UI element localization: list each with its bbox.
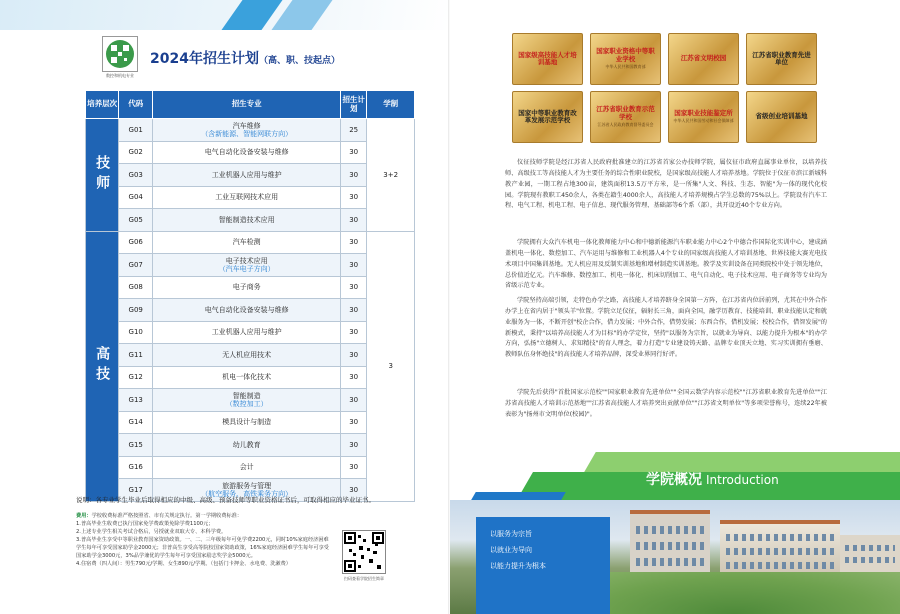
- cell-code: G17: [119, 479, 153, 502]
- award-issuer: 江苏省人民政府教育督导委员会: [597, 122, 654, 128]
- cell-major: [153, 209, 341, 232]
- motto-panel: [476, 517, 610, 614]
- cell-code: G02: [119, 141, 153, 164]
- qr2-caption: 扫码查看学院招生简章: [344, 576, 384, 581]
- award-title: 国家中等职业教育改革发展示范学校: [518, 108, 577, 124]
- qr-code-2: [342, 530, 386, 574]
- cell-major: [153, 119, 341, 142]
- fee-notes: 费用：学校收费标准严格按照省、市有关规定执行。第一学期收费标准： 1.普高毕业生收费已执行国家免学费政策免除学费1100元； 2.上述专业学生相关考试合格后，另授就业双取大专、本科学费。 3.普高毕业生享受中等职业教育国家资助政策。一、二、三年级每年可免学费2200元，同时10%家庭经济困难学生每年可享受国家助学金2000元；非普高生享受高等院校国家资助政策，16%家庭经济困难学生每年可享受国家助学金3000元，3%品学兼优的学生每年可享受国家励志奖学金5000元。 4.住宿费（四人间）：男生790元/学期、女生890元/学期。（包括门卡押金、水电费、洗漱费）: [76, 513, 329, 568]
- cell-major: [153, 231, 341, 254]
- cell-code: G05: [119, 209, 153, 232]
- cell-major: [153, 321, 341, 344]
- award-title: 江苏省文明校园: [680, 54, 727, 63]
- major-direction: （汽车电子方向）: [218, 264, 275, 273]
- table-row: [86, 389, 415, 412]
- cell-major: [153, 456, 341, 479]
- cell-duration: 3+2: [367, 119, 415, 232]
- cell-plan: 30: [341, 366, 367, 389]
- table-row: [86, 276, 415, 299]
- table-row: [86, 456, 415, 479]
- cell-code: G11: [119, 344, 153, 367]
- major-name: 机电一体化技术: [222, 373, 272, 382]
- cell-plan: 30: [341, 209, 367, 232]
- major-direction: （含新能源、智能网联方向）: [201, 129, 293, 138]
- cell-major: [153, 366, 341, 389]
- group-technician: 技师: [86, 119, 119, 232]
- table-row: [86, 209, 415, 232]
- major-name: 电子技术应用: [225, 256, 268, 265]
- header-code: 代码: [119, 91, 153, 119]
- group-senior: 高技: [86, 231, 119, 501]
- cell-plan: 30: [341, 186, 367, 209]
- cell-code: G13: [119, 389, 153, 412]
- major-name: 电气自动化设备安装与维修: [204, 305, 289, 314]
- cell-plan: 25: [341, 119, 367, 142]
- cell-code: G07: [119, 254, 153, 277]
- award-plaque: [668, 91, 739, 143]
- table-row: [86, 119, 415, 142]
- major-name: 无人机应用技术: [222, 350, 272, 359]
- intro-paragraph-1: 仪征技师学院是经江苏省人民政府批准建立的江苏省首家公办技师学院，属仪征市政府直属事业单位，以培养技师、高级技工等高技能人才为主要任务的综合性职业院校，是国家级高技能人才培养基地。学院位于仪征市滨江新城科教产业园，一期工程占地300亩，建筑面积13.5万平方米，是一所集"人文、科技、生态、智能"为一体的现代化校园。学院现有教职工450余人，各类在籍生4000余人，高技能人才培养规模占学生总数的75%以上。学院设有汽车工程、电气工程、机电工程、电子信息、现代服务管理、基础部等6个系（部），共开设近40个专业方向。: [505, 159, 827, 210]
- major-name: 幼儿教育: [232, 440, 261, 449]
- award-plaque: [746, 33, 817, 85]
- award-plaque: [512, 91, 583, 143]
- cell-plan: 30: [341, 254, 367, 277]
- table-row: [86, 411, 415, 434]
- major-name: 工业互联网技术应用: [215, 193, 279, 202]
- award-plaque: [512, 33, 583, 85]
- header-band: [0, 0, 450, 30]
- header-major: 招生专业: [153, 91, 341, 119]
- cell-code: G12: [119, 366, 153, 389]
- award-plaques: [512, 33, 817, 143]
- page-title: 2024年招生计划（高、职、技起点）: [150, 51, 340, 67]
- section-title-en: Introduction: [706, 473, 779, 487]
- cell-plan: 30: [341, 411, 367, 434]
- cell-code: G10: [119, 321, 153, 344]
- cell-code: G16: [119, 456, 153, 479]
- intro-paragraph-2: 学院拥有大众汽车机电一体化教师能力中心和中德新能源汽车职业能力中心2个中德合作国际化实训中心，建成涵盖机电一体化、数控加工、汽车运用与维修和工业机器人4个专业的国家级高技能人才培训基地、世界技能大赛光电技术项目中国集训基地。无人机应用及反制实训基地和增材制造实训基地。教学及实训设备在同类院校中处于领先地位，总价值近亿元。汽车维修、数控加工、机电一体化、机床切削加工、电气自动化、电子技术应用、电子商务等专业均为省级示范专业。: [505, 239, 827, 290]
- cell-code: G06: [119, 231, 153, 254]
- motto-3: 以能力提升为根本: [490, 562, 546, 570]
- award-plaque: [746, 91, 817, 143]
- major-name: 工业机器人应用与维护: [211, 328, 282, 337]
- cell-plan: 30: [341, 141, 367, 164]
- table-row: [86, 366, 415, 389]
- cell-plan: 30: [341, 276, 367, 299]
- cell-plan: 30: [341, 299, 367, 322]
- cell-plan: 30: [341, 321, 367, 344]
- award-issuer: 中华人民共和国教育部: [605, 64, 646, 70]
- qr-code: [102, 36, 138, 72]
- award-title: 国家级高技能人才培训基地: [518, 50, 577, 66]
- cell-plan: 30: [341, 479, 367, 502]
- award-issuer: 中华人民共和国劳动和社会保障部: [673, 118, 734, 124]
- cell-plan: 30: [341, 164, 367, 187]
- major-direction: （数控加工）: [225, 399, 268, 408]
- major-name: 电子商务: [232, 283, 261, 292]
- header-level: 培养层次: [86, 91, 119, 119]
- cell-code: G04: [119, 186, 153, 209]
- table-row: [86, 321, 415, 344]
- table-note: 说明：各专业学生毕业后取得相应的中级、高级、预备技师等职业资格证书后，可取得相应的毕业证书。: [76, 496, 375, 504]
- cell-plan: 30: [341, 434, 367, 457]
- table-row: [86, 186, 415, 209]
- table-row: [86, 434, 415, 457]
- table-row: [86, 344, 415, 367]
- cell-plan: 30: [341, 389, 367, 412]
- cell-code: G14: [119, 411, 153, 434]
- major-name: 汽车检测: [232, 238, 261, 247]
- motto-2: 以就业为导向: [490, 546, 532, 554]
- cell-code: G03: [119, 164, 153, 187]
- fee-label: 费用：: [76, 513, 92, 519]
- award-plaque: [590, 91, 661, 143]
- cell-major: [153, 389, 341, 412]
- cell-major: [153, 186, 341, 209]
- award-title: 国家职业资格中等职业学校 中华人民共和国教育部: [594, 48, 657, 70]
- award-plaque: [668, 33, 739, 85]
- major-name: 模具设计与制造: [222, 418, 272, 427]
- major-name: 智能制造技术应用: [218, 215, 275, 224]
- table-row: [86, 254, 415, 277]
- cell-major: [153, 164, 341, 187]
- cell-duration: 3: [367, 231, 415, 501]
- major-name: 电气自动化设备安装与维修: [204, 148, 289, 157]
- major-name: 会计: [239, 463, 254, 472]
- award-plaque: [590, 33, 661, 85]
- cell-plan: 30: [341, 456, 367, 479]
- intro-paragraph-3: 学院坚持高端引领，走特色办学之路，高技能人才培养跻身全国第一方阵，在江苏省内位居前列，尤其在中外合作办学上在省内居于"领头羊"位置。学院立足仪征，辐射长三角，面向全国，融学历教育、技能培训、职业技能认定和就业服务为一体，不断开创"校企合作，借力发展；中外合作，借势发展；东西合作，借机发展；校校合作，借智发展"的新模式，秉持"以培养高技能人才为目标"的办学定位，坚持"以服务为宗旨，以就业为导向、以能力提升为根本"的办学方向，弘扬"立德树人、求知精技"的育人理念，着力打造"专业建设铸天路、品牌专业顶天立地、实习实训拥有垂磨、教师队伍身怀绝技"的高技能人才培养品牌，深受业界同行好评。: [505, 297, 827, 359]
- cell-plan: 30: [341, 231, 367, 254]
- header-duration: 学制: [367, 91, 415, 119]
- award-title: 国家职业技能鉴定所 中华人民共和国劳动和社会保障部: [673, 108, 734, 124]
- page-subtitle: （高、职、技起点）: [258, 56, 340, 66]
- motto-1: 以服务为宗旨: [490, 530, 532, 538]
- major-name: 汽车维修: [232, 121, 261, 130]
- award-title: 江苏省职业教育先进单位: [752, 50, 811, 66]
- enrollment-table: [85, 90, 415, 502]
- award-title: 省级创业培训基地: [755, 112, 808, 121]
- cell-major: [153, 141, 341, 164]
- major-name: 工业机器人应用与维护: [211, 170, 282, 179]
- major-name: 智能制造: [232, 391, 261, 400]
- table-row: [86, 141, 415, 164]
- qr-caption: 数控和机电专业: [106, 73, 134, 78]
- table-row: [86, 231, 415, 254]
- intro-paragraph-4: 学院先后获得"首批国家示范校""国家职业教育先进单位""全国云数学内容示范校""江苏省职业教育先进单位""江苏省高技能人才培训示范基地""江苏省高技能人才培养突出贡献单位""江苏省文明单位"等多项荣誉称号，连续22年被表彰为"扬州市文明单位(校园)"。: [505, 389, 827, 418]
- cell-major: [153, 254, 341, 277]
- cell-major: [153, 344, 341, 367]
- cell-major: [153, 411, 341, 434]
- header-plan: 招生计划: [341, 91, 367, 119]
- section-title: 学院概况 Introduction: [646, 472, 779, 488]
- cell-code: G08: [119, 276, 153, 299]
- cell-major: [153, 299, 341, 322]
- major-name: 旅游服务与管理: [222, 481, 272, 490]
- award-title: 江苏省职业教育示范学校 江苏省人民政府教育督导委员会: [594, 106, 657, 128]
- cell-plan: 30: [341, 344, 367, 367]
- table-row: [86, 299, 415, 322]
- table-row: [86, 164, 415, 187]
- cell-code: G15: [119, 434, 153, 457]
- major-direction: （航空服务、高铁乘务方向）: [201, 489, 293, 498]
- cell-code: G09: [119, 299, 153, 322]
- cell-code: G01: [119, 119, 153, 142]
- cell-major: [153, 434, 341, 457]
- cell-major: [153, 276, 341, 299]
